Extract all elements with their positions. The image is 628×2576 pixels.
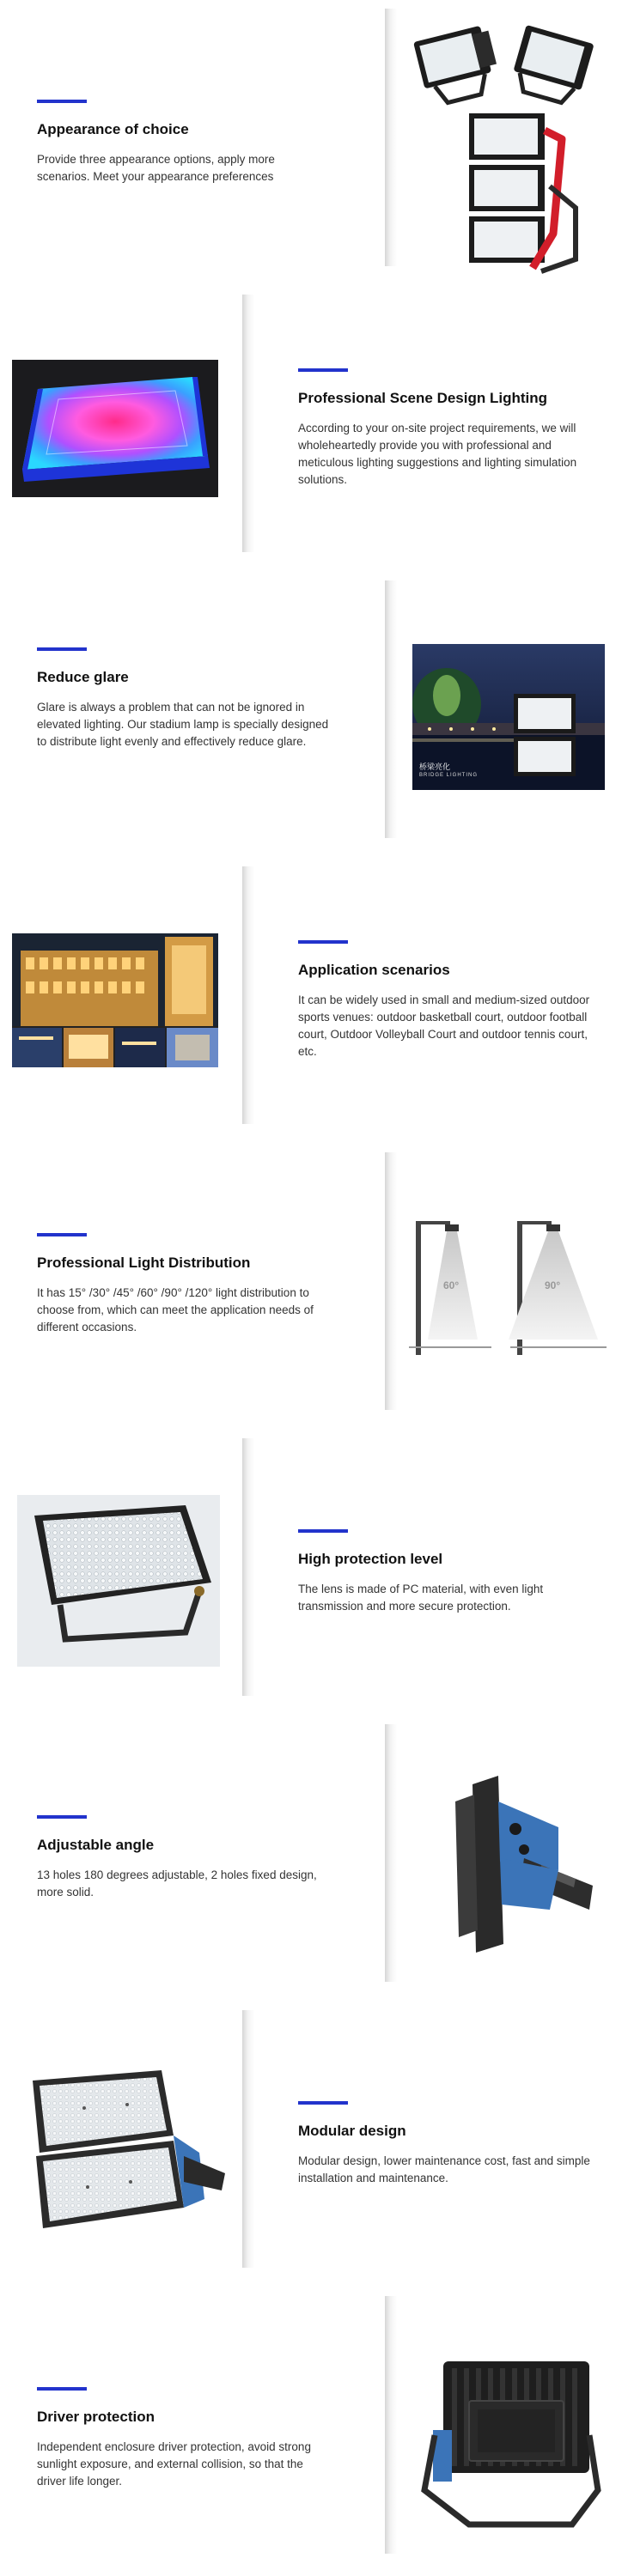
feature-title: Professional Scene Design Lighting <box>298 390 547 406</box>
section-divider <box>385 2296 397 2554</box>
feature-description: Glare is always a problem that can not be ignored in elevated lighting. Our stadium lamp is specially designed to distribute light evenly and effectively reduce glare. <box>37 701 329 748</box>
feature-appearance-of-choice <box>0 0 628 286</box>
feature-text <box>37 647 329 750</box>
feature-title: High protection level <box>298 1551 443 1567</box>
accent-line <box>37 1815 87 1819</box>
feature-description: Independent enclosure driver protection, avoid strong sunlight exposure, and external collision, so that the driver life longer. <box>37 2440 311 2488</box>
night-bridge-scene-image <box>412 644 605 790</box>
section-divider <box>385 580 397 838</box>
accent-line <box>298 2101 348 2105</box>
adjustable-bracket-image <box>421 1776 601 1956</box>
feature-high-protection <box>0 1430 628 1716</box>
image-caption-sub: BRIDGE LIGHTING <box>419 773 479 778</box>
accent-line <box>37 2387 87 2391</box>
feature-reduce-glare <box>0 572 628 858</box>
feature-title: Driver protection <box>37 2409 155 2425</box>
feature-text <box>37 1815 329 1901</box>
feature-title: Appearance of choice <box>37 121 189 137</box>
feature-driver-protection <box>0 2287 628 2576</box>
feature-description: Provide three appearance options, apply more scenarios. Meet your appearance preferences <box>37 153 275 183</box>
stadium-lighting-simulation-image <box>12 360 218 497</box>
feature-professional-scene-design <box>0 286 628 572</box>
feature-text <box>37 2387 329 2490</box>
building-facade-collage-image <box>12 933 218 1067</box>
floodlight-lens-image <box>17 1495 220 1667</box>
driver-enclosure-image <box>418 2353 607 2542</box>
section-divider <box>385 1724 397 1982</box>
section-divider <box>242 2010 254 2268</box>
feature-text <box>37 1233 329 1336</box>
feature-text <box>298 940 590 1060</box>
feature-text <box>37 100 329 185</box>
feature-title: Reduce glare <box>37 669 129 685</box>
feature-description: Modular design, lower maintenance cost, fast and simple installation and maintenance. <box>298 2154 590 2184</box>
feature-text <box>298 1529 590 1615</box>
feature-text <box>298 2101 590 2187</box>
feature-description: 13 holes 180 degrees adjustable, 2 holes fixed design, more solid. <box>37 1868 317 1899</box>
accent-line <box>298 368 348 372</box>
feature-description: According to your on-site project requirements, we will wholeheartedly provide you with professional and meticulous lighting suggestions and lighting simulation solutions. <box>298 422 577 486</box>
feature-description: It has 15° /30° /45° /60° /90° /120° light distribution to choose from, which can meet the application needs of different occasions. <box>37 1286 314 1334</box>
feature-light-distribution <box>0 1144 628 1430</box>
feature-title: Adjustable angle <box>37 1837 155 1853</box>
feature-adjustable-angle <box>0 1716 628 2002</box>
section-divider <box>242 866 254 1124</box>
beam-label-90: 90° <box>545 1279 561 1291</box>
beam-angle-diagram-image <box>407 1221 610 1358</box>
accent-line <box>37 100 87 103</box>
feature-title: Application scenarios <box>298 962 450 978</box>
section-divider <box>242 1438 254 1696</box>
modular-floodlight-image <box>15 2070 230 2259</box>
section-divider <box>385 1152 397 1410</box>
accent-line <box>298 940 348 944</box>
feature-title: Modular design <box>298 2123 406 2139</box>
accent-line <box>37 647 87 651</box>
three-floodlight-models-image <box>404 10 610 278</box>
feature-description: It can be widely used in small and medium-sized outdoor sports venues: outdoor basketball court, outdoor football court, Outdoor Volleyball Court and outdoor tennis court, etc. <box>298 993 590 1058</box>
accent-line <box>37 1233 87 1236</box>
feature-application-scenarios <box>0 858 628 1144</box>
beam-label-60: 60° <box>443 1279 460 1291</box>
section-divider <box>385 9 397 266</box>
feature-modular-design <box>0 2002 628 2287</box>
accent-line <box>298 1529 348 1533</box>
feature-text <box>298 368 590 489</box>
section-divider <box>242 295 254 552</box>
feature-title: Professional Light Distribution <box>37 1255 251 1271</box>
feature-description: The lens is made of PC material, with even light transmission and more secure protection. <box>298 1583 544 1613</box>
image-caption: 桥梁亮化 <box>419 762 451 771</box>
